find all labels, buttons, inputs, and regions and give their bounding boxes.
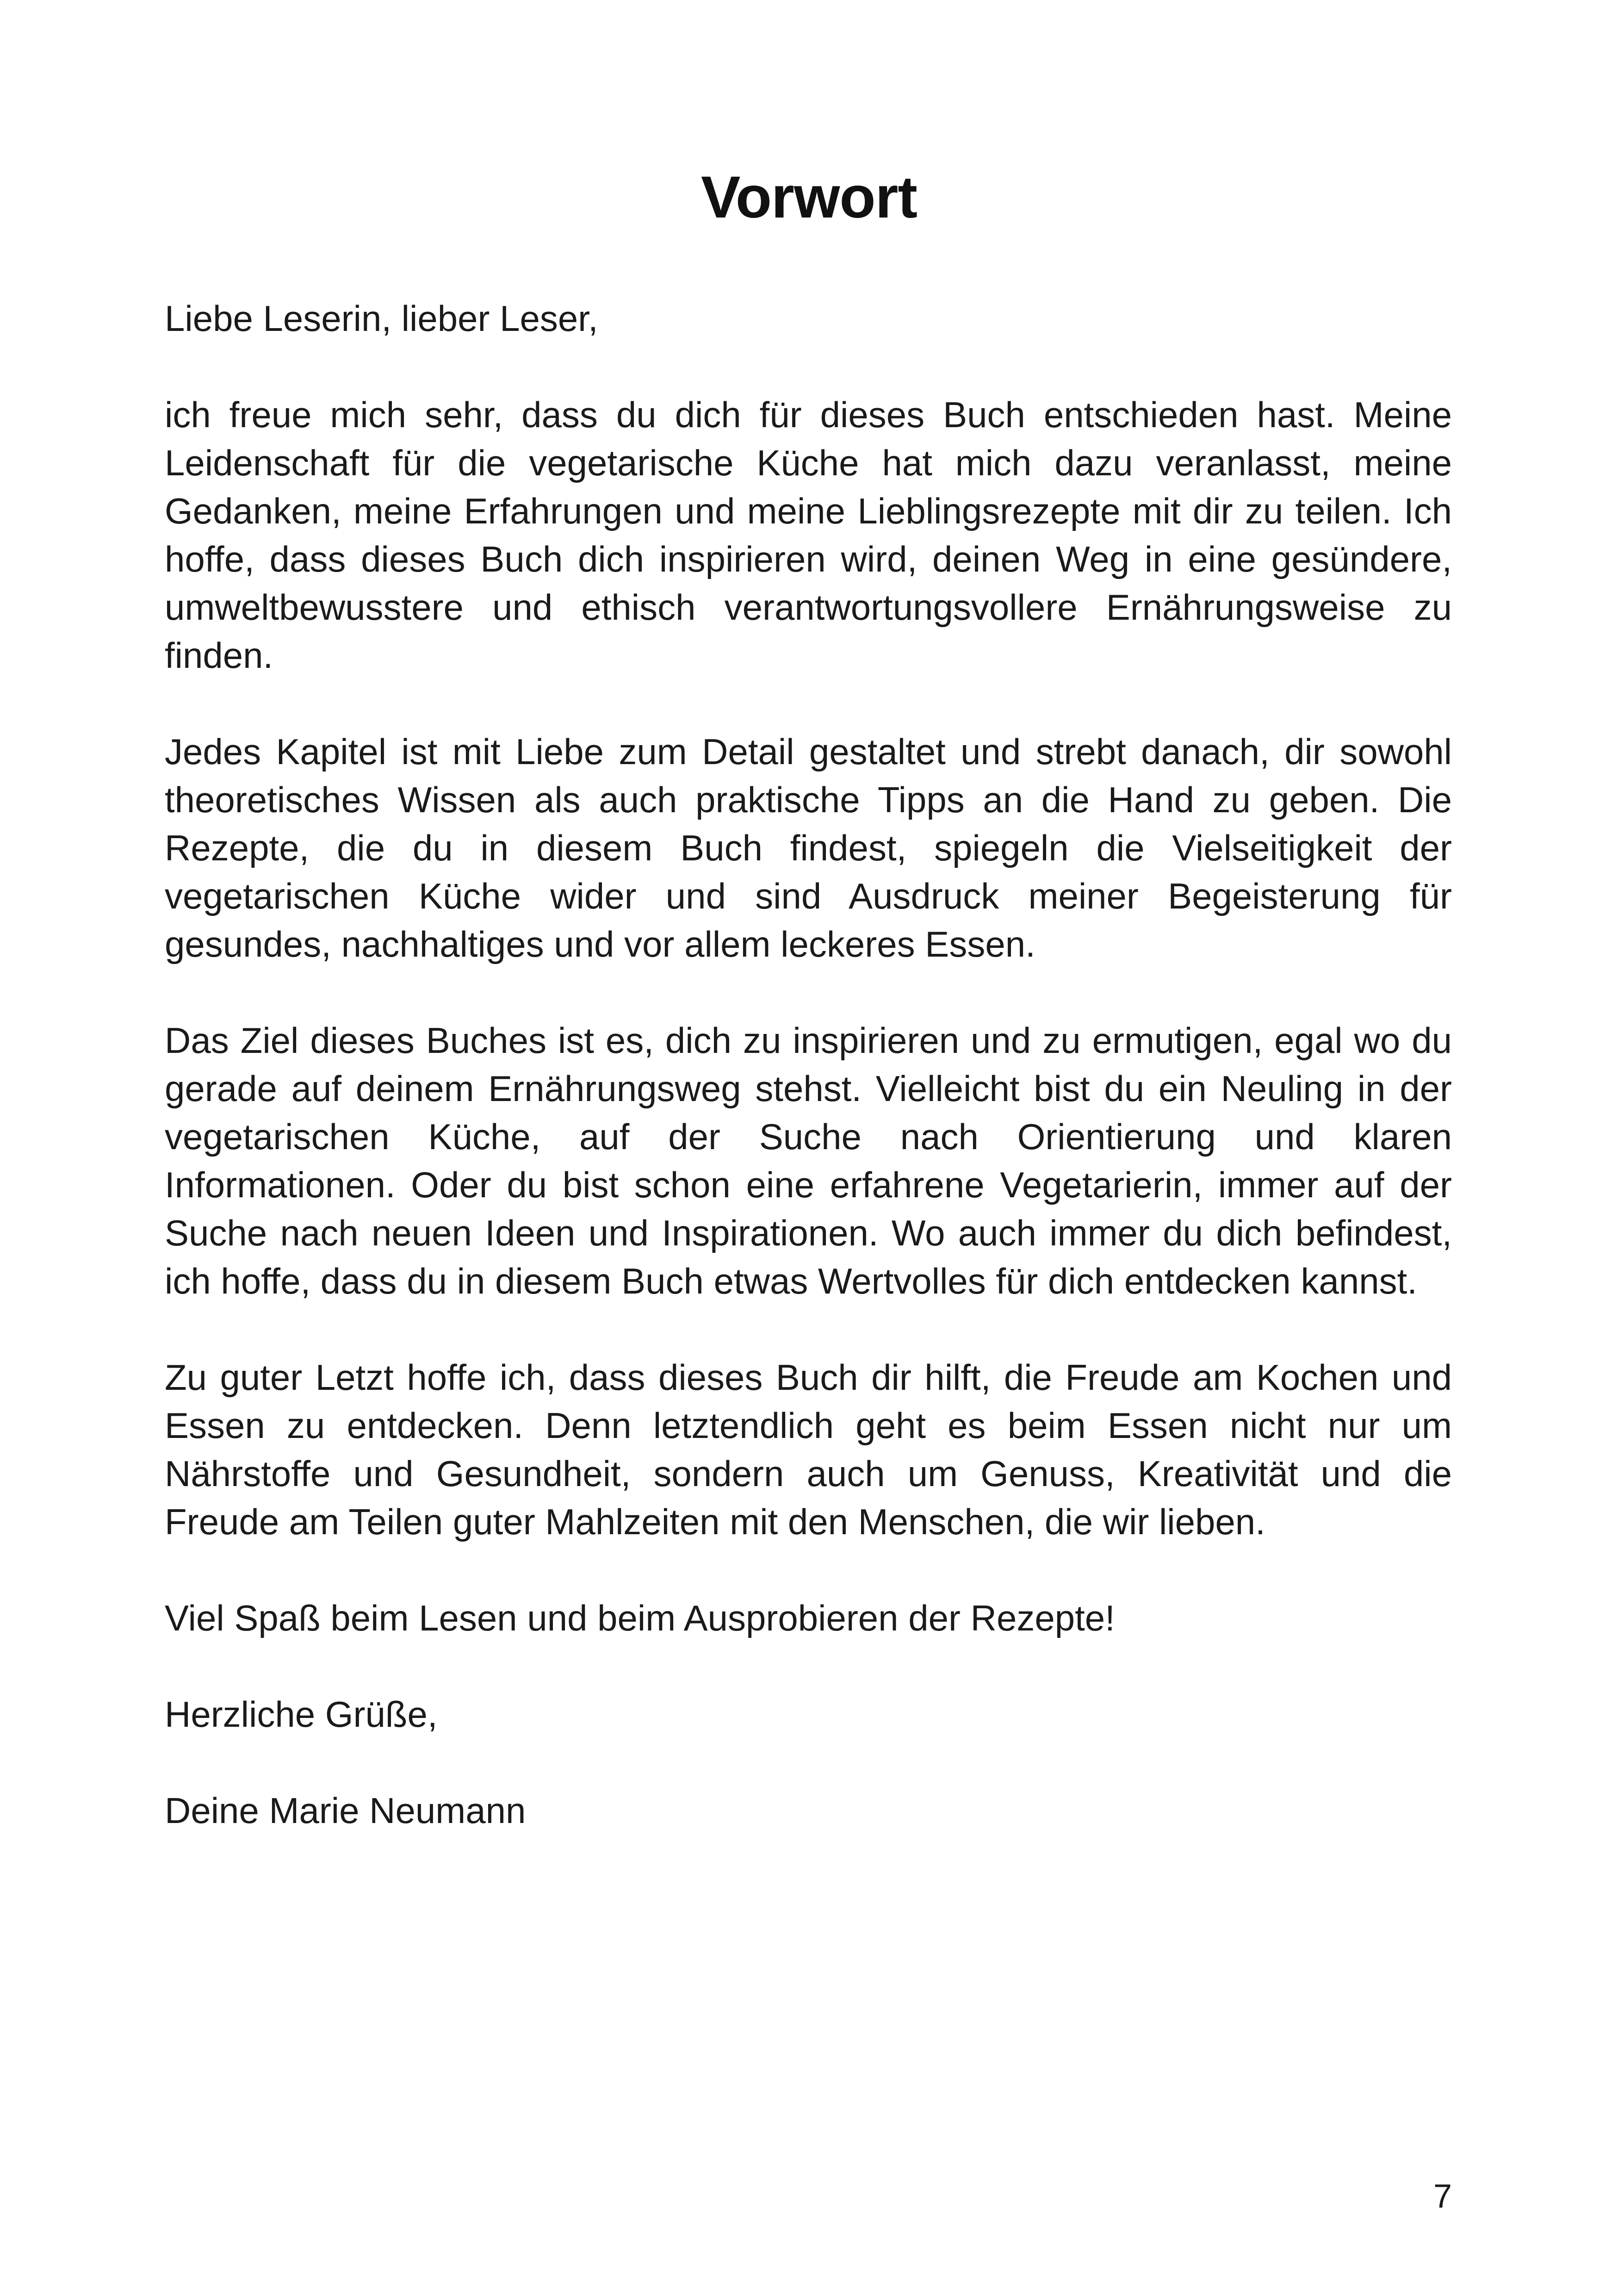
salutation: Liebe Leserin, lieber Leser, [165, 298, 598, 339]
greeting: Herzliche Grüße, [165, 1694, 438, 1735]
signature: Deine Marie Neumann [165, 1790, 526, 1831]
foreword-text [165, 294, 1452, 1883]
page-number: 7 [1433, 2178, 1452, 2215]
paragraph-4: Zu guter Letzt hoffe ich, dass dieses Buch dir hilft, die Freude am Kochen und Essen zu entdecken. Denn letztendlich geht es beim Essen nicht nur um Nährstoffe und Gesundheit, sondern auch um Genuss, Kreativität und die Freude am Teilen guter Mahlzeiten mit den Menschen, die wir lieben. [165, 1357, 1452, 1542]
closing-wish: Viel Spaß beim Lesen und beim Ausprobieren der Rezepte! [165, 1598, 1115, 1638]
paragraph-1: ich freue mich sehr, dass du dich für dieses Buch entschieden hast. Meine Leidenschaft für die vegetarische Küche hat mich dazu veranlasst, meine Gedanken, meine Erfahrungen und meine Lieblingsrezepte mit dir zu teilen. Ich hoffe, dass dieses Buch dich inspirieren wird, deinen Weg in eine gesündere, umweltbewusstere und ethisch verantwortungsvollere Ernährungsweise zu finden. [165, 394, 1452, 676]
paragraph-3: Das Ziel dieses Buches ist es, dich zu inspirieren und zu ermutigen, egal wo du gerade auf deinem Ernährungsweg stehst. Vielleicht bist du ein Neuling in der vegetarischen Küche, auf der Suche nach Orientierung und klaren Informationen. Oder du bist schon eine erfahrene Vegetarierin, immer auf der Suche nach neuen Ideen und Inspirationen. Wo auch immer du dich befindest, ich hoffe, dass du in diesem Buch etwas Wertvolles für dich entdecken kannst. [165, 1020, 1452, 1301]
paragraph-2: Jedes Kapitel ist mit Liebe zum Detail gestaltet und strebt danach, dir sowohl theoretisches Wissen als auch praktische Tipps an die Hand zu geben. Die Rezepte, die du in diesem Buch findest, spiegeln die Vielseitigkeit der vegetarischen Küche wider und sind Ausdruck meiner Begeisterung für gesundes, nachhaltiges und vor allem leckeres Essen. [165, 731, 1452, 964]
page-title: Vorwort [701, 164, 917, 230]
